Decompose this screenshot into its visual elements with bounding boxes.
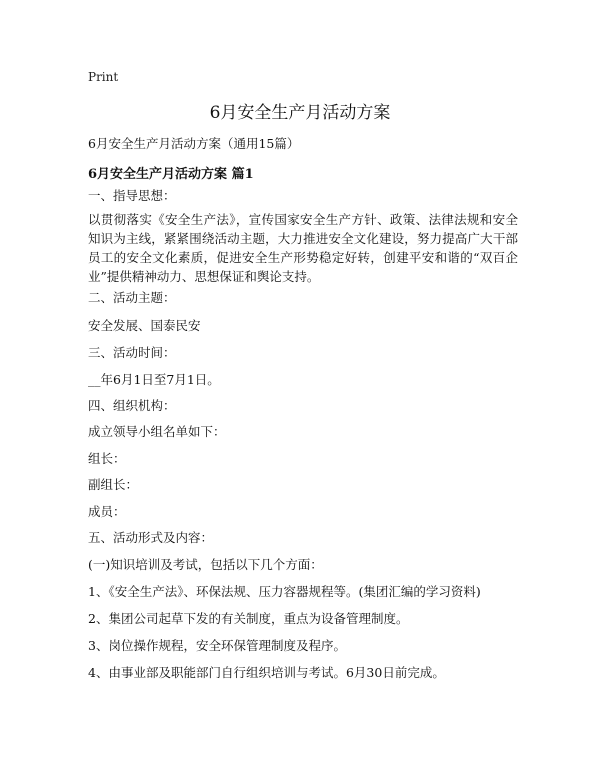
heading-activity-time: 三、活动时间： (88, 345, 176, 360)
heading-activity-form: 五、活动形式及内容： (88, 530, 214, 545)
text-deputy-leader: 副组长： (88, 477, 139, 492)
document-title: 6月安全生产月活动方案 (209, 103, 391, 123)
section-heading: 6月安全生产月活动方案 篇1 (88, 167, 254, 182)
text-members: 成员： (88, 504, 126, 519)
text-activity-theme: 安全发展、国泰民安 (88, 318, 201, 333)
list-item-4: 4、由事业部及职能部门自行组织培训与考试。6月30日前完成。 (88, 665, 445, 680)
text-knowledge-training: (一)知识培训及考试，包括以下几个方面： (88, 557, 323, 572)
paragraph-guiding-ideology: 以贯彻落实《安全生产法》，宣传国家安全生产方针、政策、法律法规和安全知识为主线，紧紧围绕活动主题，大力推进安全文化建设，努力提高广大干部员工的安全文化素质，促进安全生产形势稳定好转，创建平安和谐的“双百企业”提供精神动力、思想保证和舆论支持。 (88, 212, 518, 284)
text-activity-time: __年6月1日至7月1日。 (88, 372, 220, 387)
print-link[interactable]: Print (88, 70, 119, 84)
text-leadership-group: 成立领导小组名单如下： (88, 424, 226, 439)
heading-organization: 四、组织机构： (88, 398, 176, 413)
list-item-3: 3、岗位操作规程，安全环保管理制度及程序。 (88, 638, 346, 653)
list-item-1: 1、《安全生产法》、环保法规、压力容器规程等。(集团汇编的学习资料) (88, 584, 481, 599)
list-item-2: 2、集团公司起草下发的有关制度，重点为设备管理制度。 (88, 611, 409, 626)
heading-activity-theme: 二、活动主题： (88, 290, 176, 305)
heading-guiding-ideology: 一、指导思想： (88, 188, 176, 203)
document-subtitle: 6月安全生产月活动方案（通用15篇） (88, 136, 300, 151)
text-group-leader: 组长： (88, 451, 126, 466)
